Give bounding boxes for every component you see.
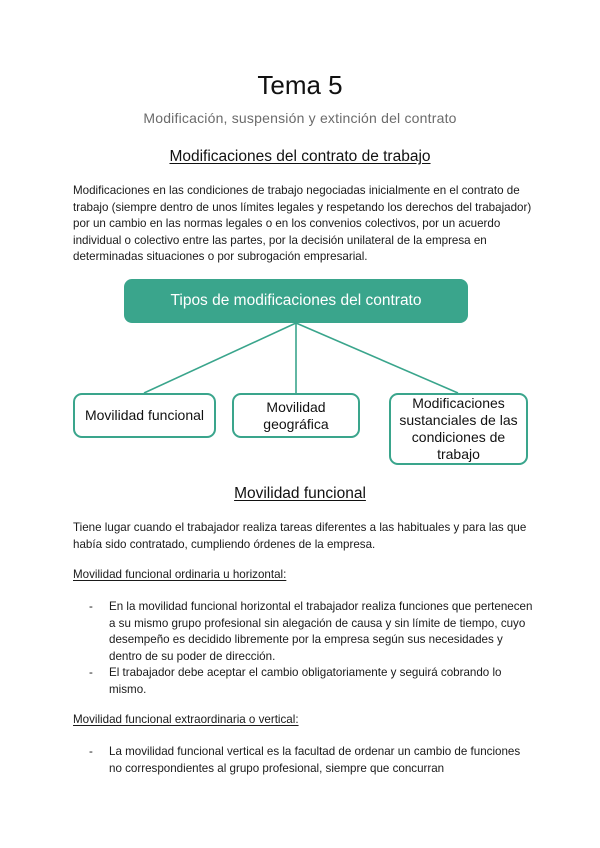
- connector-line-3: [296, 323, 458, 393]
- section-heading-modificaciones: Modificaciones del contrato de trabajo: [169, 148, 431, 165]
- subheading-ordinaria: Movilidad funcional ordinaria u horizontal:: [73, 568, 287, 581]
- bullet-list-extraordinaria: [73, 744, 533, 777]
- list-item: [73, 744, 533, 777]
- list-item: [73, 665, 533, 698]
- bullet-dash: -: [89, 666, 93, 680]
- diagram-node-movilidad-geografica: Movilidad geográfica: [232, 393, 360, 438]
- list-item-text: La movilidad funcional vertical es la facultad de ordenar un cambio de funciones no correspondientes al grupo profesional, siempre que concurran: [109, 745, 521, 775]
- list-item-text: En la movilidad funcional horizontal el trabajador realiza funciones que pertenecen a su mismo grupo profesional sin alegación de causa y sin límite de tiempo, cuyo desempeño es decidido libremente por la empresa según sus necesidades y dentro de su poder de dirección.: [109, 600, 533, 663]
- diagram-node-movilidad-funcional: Movilidad funcional: [73, 393, 216, 438]
- connector-line-1: [144, 323, 296, 393]
- bullet-dash: -: [89, 745, 93, 758]
- diagram-root-node: Tipos de modificaciones del contrato: [124, 279, 468, 323]
- page-title: Tema 5: [257, 70, 343, 100]
- bullet-list-ordinaria: [73, 599, 533, 699]
- section-heading-movilidad-funcional: Movilidad funcional: [234, 485, 366, 502]
- list-item: [73, 599, 533, 665]
- movilidad-paragraph: Tiene lugar cuando el trabajador realiza tareas diferentes a las habituales y para las que había sido contratado, cumpliendo órdenes de la empresa.: [73, 521, 527, 551]
- page-subtitle: Modificación, suspensión y extinción del contrato: [143, 110, 457, 126]
- diagram-node-modificaciones-sustanciales: Modificaciones sustanciales de las condiciones de trabajo: [389, 393, 528, 465]
- intro-paragraph: Modificaciones en las condiciones de trabajo negociadas inicialmente en el contrato de trabajo (siempre dentro de unos límites legales y respetando los derechos del trabajador) por un cambio en las normas legales o en los convenios colectivos, por un acuerdo individual o colectivo entre las partes, por la decisión unilateral de la empresa en determinadas situaciones o por subrogación empresarial.: [73, 184, 532, 264]
- list-item-text: El trabajador debe aceptar el cambio obligatoriamente y seguirá cobrando lo mismo.: [109, 666, 502, 696]
- bullet-dash: -: [89, 600, 93, 613]
- subheading-extraordinaria: Movilidad funcional extraordinaria o vertical:: [73, 713, 299, 726]
